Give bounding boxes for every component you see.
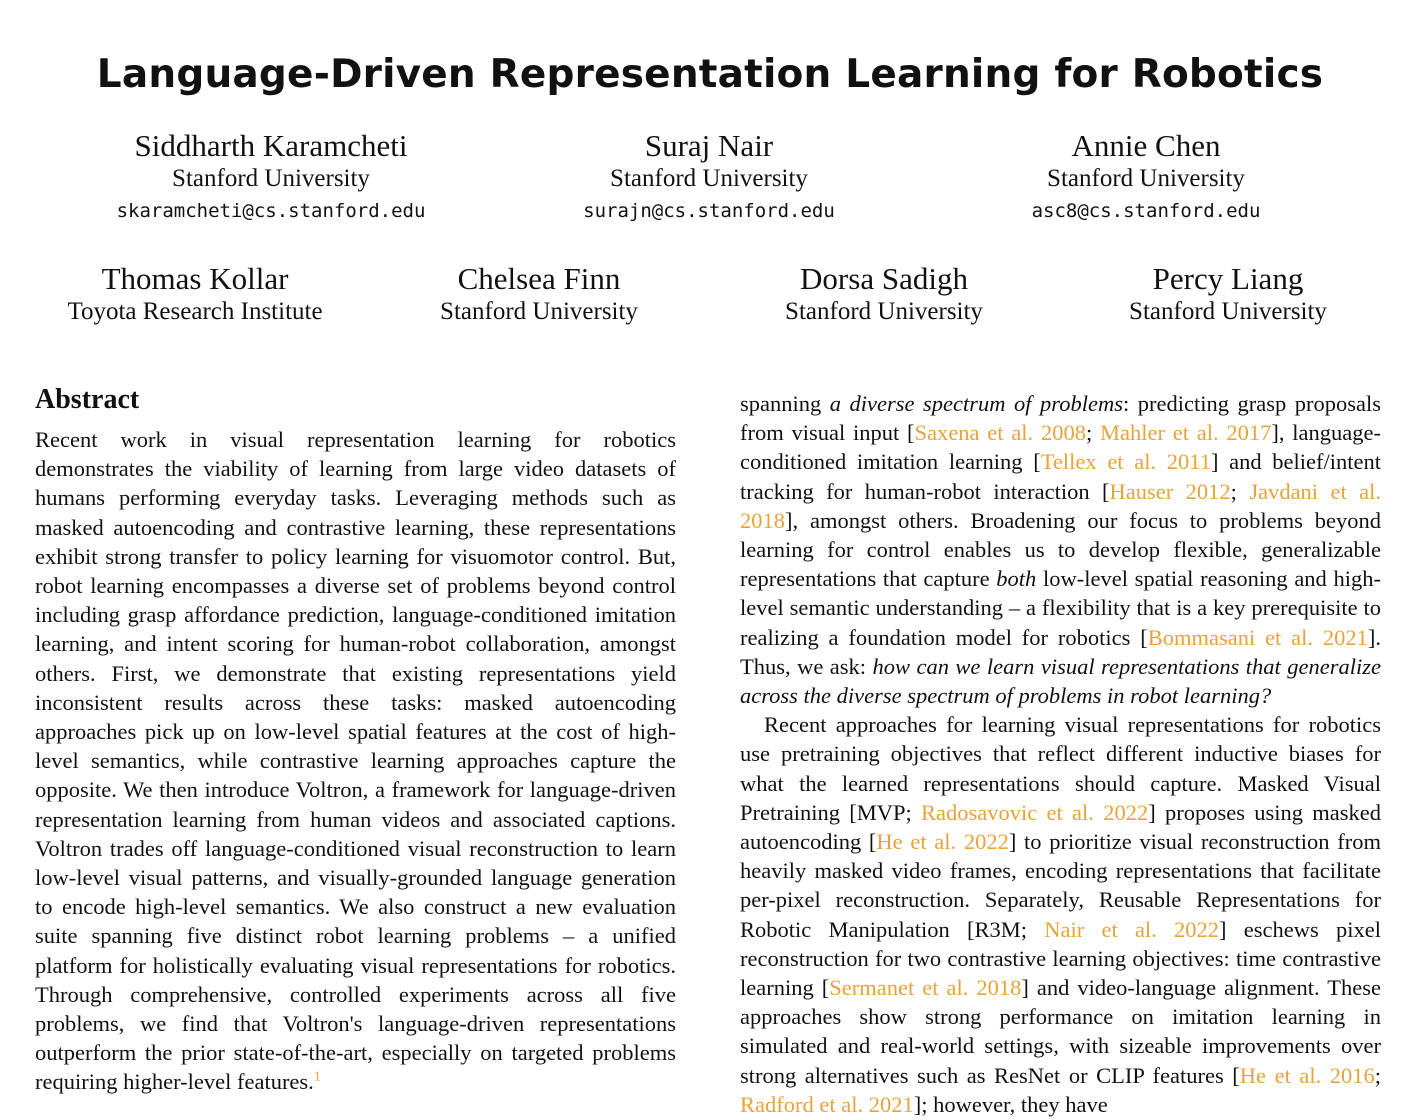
author-affiliation: Toyota Research Institute <box>67 298 323 325</box>
abstract-paragraph <box>35 425 676 1097</box>
author-block <box>1038 261 1418 327</box>
author-name: Suraj Nair <box>644 128 774 163</box>
citation-link[interactable]: Nair et al. 2022 <box>1044 916 1220 942</box>
author-name: Percy Liang <box>1152 261 1304 296</box>
emphasis-text: a diverse spectrum of problems <box>829 391 1123 416</box>
citation-link[interactable]: He et al. 2016 <box>1239 1062 1375 1088</box>
intro-paragraph-2: Recent approaches for learning visual representations for robotics use pretraining objectives that reflect different inductive biases for what the learned representations should capture. Masked Visual Pretraining [MVP; Radosavovic et al. 2022] proposes using masked autoencoding [He et al. 2022] to prioritize visual reconstruction from heavily masked video frames, encoding representations that facilitate per-pixel reconstruction. Separately, Reusable Representations for Robotic Manipulation [R3M; Nair et al. 2022] eschews pixel reconstruction for two contrastive learning objectives: time contrastive learning [Sermanet et al. 2018] and video-language alignment. These approaches show strong performance on imitation learning in simulated and real-world settings, with sizeable improvements over strong alternatives such as ResNet or CLIP features [He et al. 2016; Radford et al. 2021]; however, they have <box>740 712 1382 1117</box>
citation-link[interactable]: Javdani et al. 2018 <box>740 478 1381 533</box>
author-name: Thomas Kollar <box>101 261 289 296</box>
author-affiliation: Stanford University <box>440 298 638 325</box>
author-block <box>81 128 461 228</box>
author-block <box>5 261 385 327</box>
citation-link[interactable]: Saxena et al. 2008 <box>914 420 1086 446</box>
paper-title: Language-Driven Representation Learning for Robotics <box>96 52 1324 97</box>
citation-link[interactable]: He et al. 2022 <box>876 829 1009 855</box>
citation-link[interactable]: Bommasani et al. 2021 <box>1147 624 1368 650</box>
author-affiliation: Stanford University <box>1129 298 1327 325</box>
abstract-heading: Abstract <box>35 384 140 415</box>
author-affiliation: Stanford University <box>610 165 808 192</box>
author-name: Dorsa Sadigh <box>800 261 968 296</box>
author-block <box>519 128 899 228</box>
author-block <box>349 261 729 327</box>
intro-column <box>740 389 1381 1119</box>
citation-link[interactable]: Radford et al. 2021 <box>740 1091 914 1117</box>
author-email[interactable]: surajn@cs.stanford.edu <box>583 200 835 222</box>
emphasis-text: both <box>996 566 1037 592</box>
citation-link[interactable]: Mahler et al. 2017 <box>1100 420 1272 446</box>
author-name: Annie Chen <box>1071 128 1221 163</box>
abstract-text: Recent work in visual representation learning for robotics demonstrates the viability of learning from large video datasets of humans performing everyday tasks. Leveraging methods such as masked autoencoding and contrastive learning, these representations exhibit strong transfer to policy learning for visuomotor control. But, robot learning encompasses a diverse set of problems beyond control including grasp affordance prediction, language-conditioned imitation learning, and intent scoring for human-robot collaboration, amongst others. First, we demonstrate that existing representations yield inconsistent results across these tasks: masked autoencoding approaches pick up on low-level spatial features at the cost of high-level semantics, while contrastive learning approaches capture the opposite. We then introduce Voltron, a framework for language-driven representation learning from human videos and associated captions. Voltron trades off language-conditioned visual reconstruction to learn low-level visual patterns, and visually-grounded language generation to encode high-level semantics. We also construct a new evaluation suite spanning five distinct robot learning problems – a unified platform for holistically evaluating visual representations for robotics. Through comprehensive, controlled experiments across all five problems, we find that Voltron's language-driven representations outperform the prior state-of-the-art, especially on targeted problems requiring higher-level features. <box>35 427 676 1095</box>
author-name: Siddharth Karamcheti <box>134 128 408 163</box>
author-block <box>956 128 1336 228</box>
author-affiliation: Stanford University <box>785 298 983 325</box>
author-affiliation: Stanford University <box>1047 165 1245 192</box>
citation-link[interactable]: Hauser 2012 <box>1109 478 1231 504</box>
intro-paragraph-1: spanning a diverse spectrum of problems: predicting grasp proposals from visual input [Saxena et al. 2008; Mahler et al. 2017], language-conditioned imitation learning [Tellex et al. 2011] and belief/intent tracking for human-robot interaction [Hauser 2012; Javdani et al. 2018], amongst others. Broadening our focus to problems beyond learning for control enables us to develop flexible, generalizable representations that capture both low-level spatial reasoning and high-level semantic understanding – a flexibility that is a key prerequisite to realizing a foundation model for robotics [Bommasani et al. 2021]. Thus, we ask: how can we learn visual representations that generalize across the diverse spectrum of problems in robot learning? <box>740 391 1382 709</box>
abstract-column <box>35 425 676 1097</box>
author-name: Chelsea Finn <box>457 261 621 296</box>
author-email[interactable]: skaramcheti@cs.stanford.edu <box>116 200 426 222</box>
footnote-marker[interactable]: 1 <box>313 1069 321 1085</box>
research-question: how can we learn visual representations that generalize across the diverse spectrum of problems in robot learning? <box>740 653 1381 709</box>
author-email[interactable]: asc8@cs.stanford.edu <box>1031 200 1261 222</box>
citation-link[interactable]: Tellex et al. 2011 <box>1040 449 1211 475</box>
author-block <box>694 261 1074 327</box>
citation-link[interactable]: Radosavovic et al. 2022 <box>921 799 1149 825</box>
citation-link[interactable]: Sermanet et al. 2018 <box>829 975 1022 1001</box>
author-affiliation: Stanford University <box>172 165 370 192</box>
